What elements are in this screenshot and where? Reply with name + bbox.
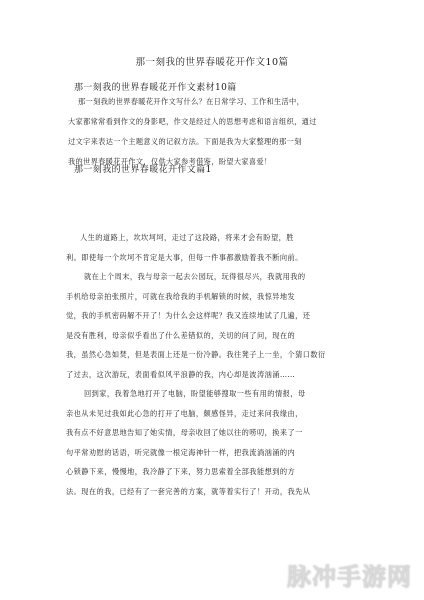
body-line: 利。即使每一个坎坷不肯定是大事，但每一件事都激励着我不断向前。 — [66, 252, 303, 262]
body-line: 我，虽然心急如焚，但是表面上还是一份冷静。我往凳子上一坐，个猜口数衍 — [66, 350, 326, 359]
body-line: 就在上个周末，我与母亲一起去公园玩，玩得很尽兴，我就用我的 — [84, 272, 306, 281]
body-line: 回到家，我着急地打开了电脑，盼望能够搜取一些有用的情报，母 — [84, 389, 306, 398]
article-subtitle-1: 那一刻我的世界春暖花开作文篇1 — [74, 165, 212, 175]
body-line: 心锁静下来，慢慢地，我冷静了下来，努力思索着全部我能想到的方 — [66, 467, 296, 476]
document-title: 那一刻我的世界春暖花开作文10篇 — [135, 57, 289, 68]
article-body — [66, 228, 372, 501]
body-line: 是没有胜利，母亲似乎看出了什么差错似的，关切的问了问，现在的 — [66, 330, 296, 340]
body-line: 手机给母亲拍张照片，可就在我给我的手机解锁的时候，我惊异地发 — [66, 291, 296, 301]
intro-line: 过文字来表达一个主题意义的记叙方法。下面是我为大家整理的那一刻 — [68, 137, 302, 146]
body-line: 法。现在的我，已经有了一套完善的方案，就等着实行了！开动，我先从 — [66, 486, 311, 496]
section-subtitle-materials: 那一刻我的世界春暖花开作文素材10篇 — [74, 83, 237, 93]
body-line: 人生的道路上，坎坎坷坷，走过了这段路，将来才会有盼望，胜 — [80, 233, 294, 242]
body-line: 觉，我的手机密码解不开了！为什么会这样呢？我又连续地试了几遍，还 — [66, 311, 311, 320]
intro-line: 我的世界春暖花开作文，仅供大家参考借鉴，盼望大家喜爱！ — [68, 157, 272, 166]
site-watermark: 脉冲手游网 — [287, 563, 412, 591]
body-line: 句平常劝慰的话语，听完就像一根定海神针一样，把我流淌汹涌的内 — [66, 447, 296, 457]
body-line: 了过去，这次游玩，表面看似风平浪静的我，内心却是波涛汹涌…… — [66, 369, 296, 379]
body-line: 我有点不好意思地告知了她实情，母亲收回了她以往的唠叨，换来了一 — [66, 428, 303, 437]
body-line: 亲也从未见过我如此心急的打开了电脑，颇感怪异，走过来问我缘由， — [66, 408, 303, 418]
intro-line: 那一刻我的世界春暖花开作文写什么？在日常学习、工作和生活中， — [78, 97, 305, 106]
intro-line: 大家都常常看到作文的身影吧，作文是经过人的思想考虑和语言组织，通过 — [68, 117, 317, 126]
intro-paragraph — [68, 92, 368, 172]
